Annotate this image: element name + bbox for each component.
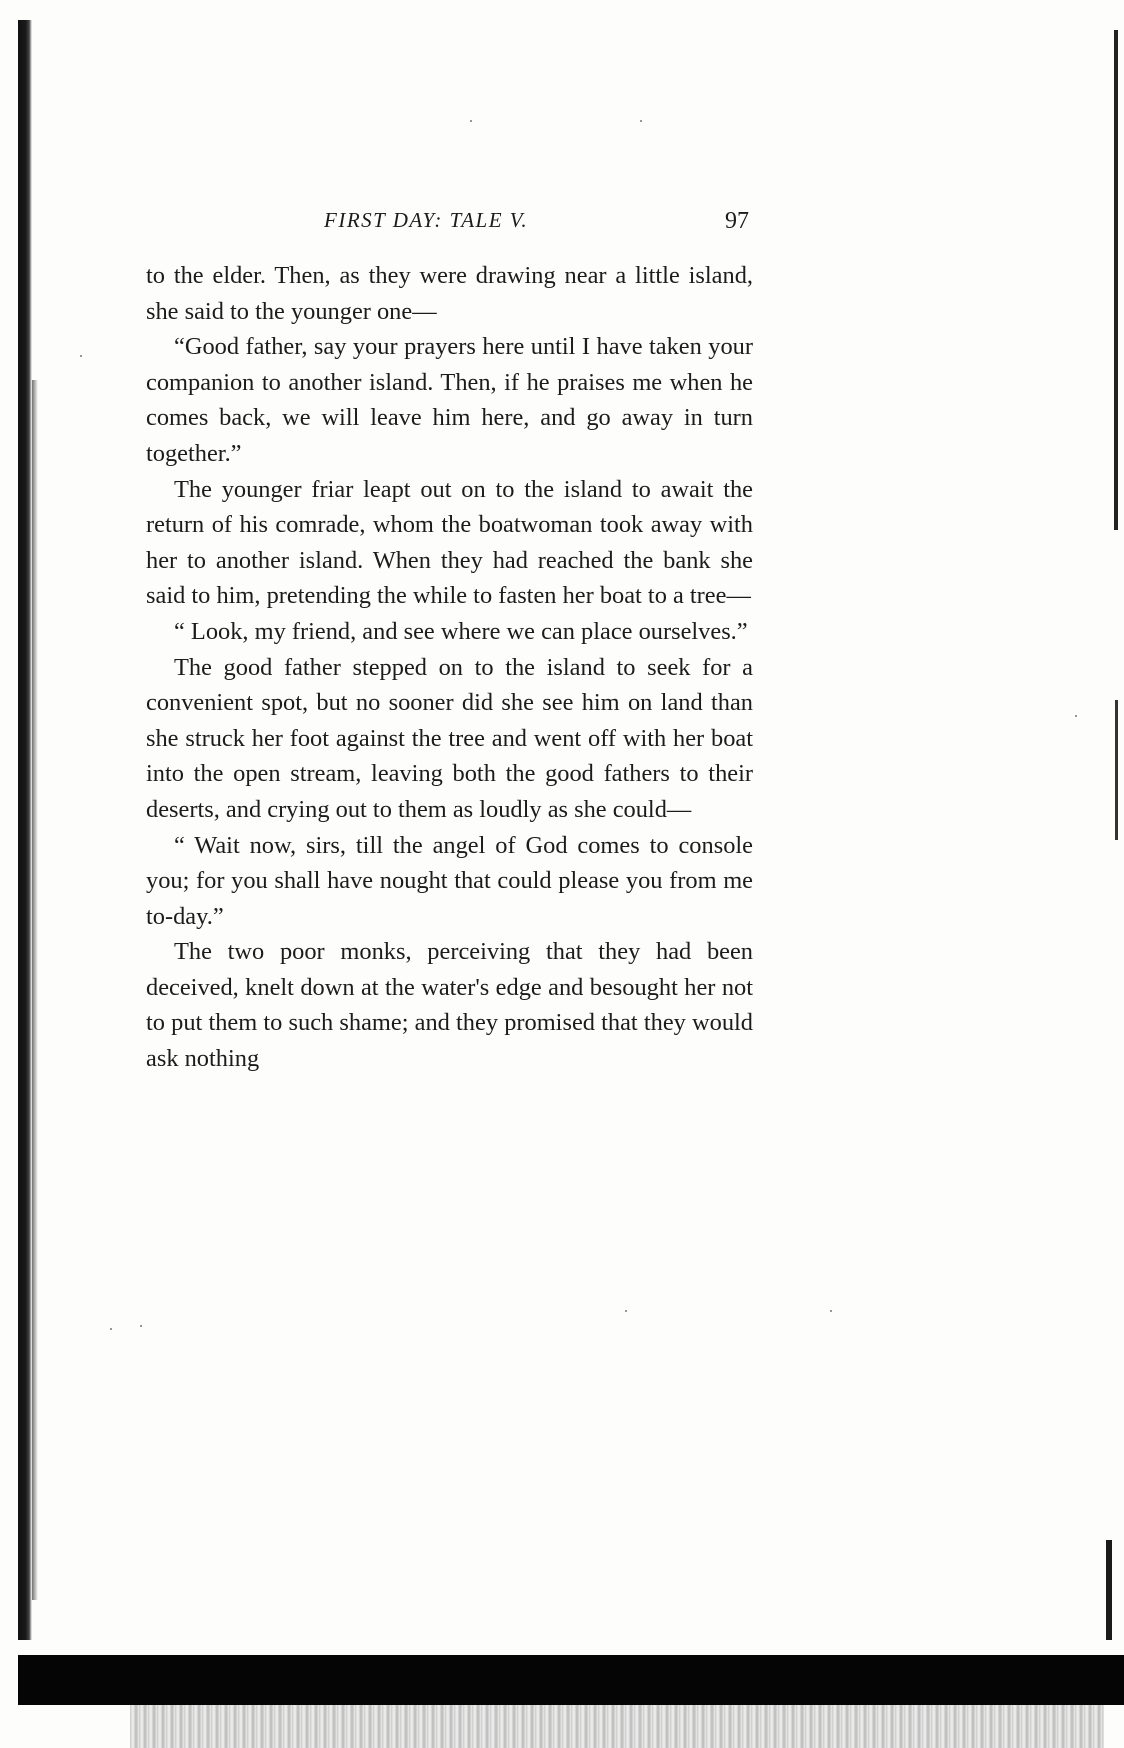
paragraph: The good father stepped on to the island to seek for a convenient spot, but no sooner did she see him on land than she struck her foot against the tree and went off with her boat into the open stream, leaving both the good fathers to their deserts, and crying out to them as loudly as she could— (146, 653, 753, 823)
scan-left-shadow (32, 380, 38, 1600)
scan-speck (470, 120, 472, 122)
scan-left-edge (18, 20, 32, 1640)
scan-speck (640, 120, 642, 122)
body-text (146, 258, 753, 1077)
paragraph: “ Look, my friend, and see where we can place ourselves.” (174, 617, 748, 645)
scan-speck (1075, 715, 1077, 717)
page-number: 97 (725, 208, 749, 234)
running-head (146, 200, 753, 244)
scan-bottom-bar (18, 1655, 1124, 1705)
paragraph: “Good father, say your prayers here until I have taken your companion to another island. Then, if he praises me when he comes back, we will leave him here, and go away in turn together.” (146, 333, 753, 467)
paragraph: “ Wait now, sirs, till the angel of God comes to console you; for you shall have nought that could please you from me to-day.” (146, 831, 753, 930)
scan-speck (110, 1328, 112, 1330)
paragraph: The two poor monks, perceiving that they had been deceived, knelt down at the water's edge and besought her not to put them to such shame; and they promised that they would ask nothing (146, 938, 753, 1073)
scan-speck (830, 1310, 832, 1312)
scan-right-edge-bottom (1106, 1540, 1112, 1640)
scan-speck (140, 1325, 142, 1327)
scan-right-edge-lower (1115, 700, 1118, 840)
paragraph: The younger friar leapt out on to the island to await the return of his comrade, whom the boatwoman took away with her to another island. When they had reached the bank she said to him, pretending the while to fasten her boat to a tree— (146, 475, 753, 610)
text-block (146, 200, 753, 1077)
scan-speck (625, 1310, 627, 1312)
paragraph: to the elder. Then, as they were drawing near a little island, she said to the younger one— (146, 262, 753, 325)
running-title: FIRST DAY: TALE V. (324, 208, 529, 232)
scan-speck (80, 355, 82, 357)
scan-right-edge (1114, 30, 1118, 530)
scan-bottom-noise (130, 1705, 1104, 1748)
